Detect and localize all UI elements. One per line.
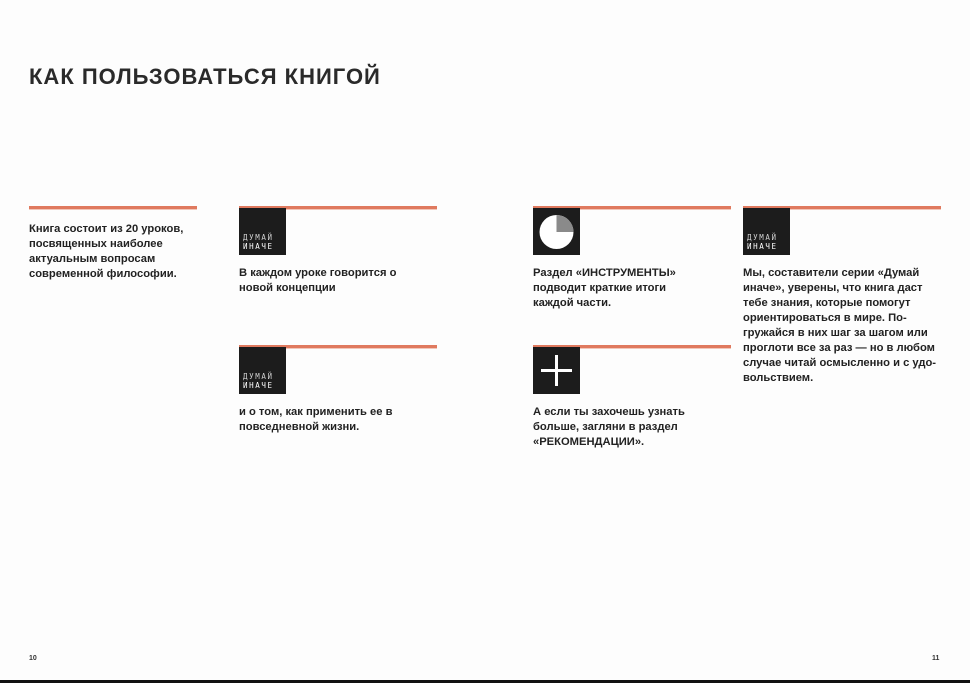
logo-line-1: ДУМАЙ	[747, 233, 778, 242]
logo-line-2: ИНАЧЕ	[243, 242, 274, 251]
recommendations-text: А если ты захочешь узнать больше, загляни в раздел «РЕКОМЕНДАЦИИ».	[533, 406, 685, 448]
page-number-right: 11	[932, 655, 940, 662]
dumay-inache-logo	[239, 347, 286, 394]
lesson-apply-text: и о том, как применить ее в повседневной жизни.	[239, 406, 393, 433]
pie-chart-icon	[533, 208, 580, 255]
authors-text: Мы, составители серии «Думай иначе», уверены, что книга даст тебе знания, которые помогут ориентироваться в мире. По-гружайся в них шаг за шагом или проглоти все за раз — но в любом случае читай осмысленно и с удо-вольствием.	[743, 267, 937, 384]
page-title: КАК ПОЛЬЗОВАТЬСЯ КНИГОЙ	[29, 64, 381, 89]
plus-icon-graphic	[533, 347, 580, 394]
dumay-inache-logo	[743, 208, 790, 255]
logo-line-2: ИНАЧЕ	[243, 381, 274, 390]
logo-line-2: ИНАЧЕ	[747, 242, 778, 251]
logo-line-1: ДУМАЙ	[243, 372, 274, 381]
accent-rule	[29, 206, 197, 209]
plus-icon	[533, 347, 580, 394]
tools-text: Раздел «ИНСТРУМЕНТЫ» подводит краткие итоги каждой части.	[533, 267, 676, 309]
page-number-left: 10	[29, 655, 37, 662]
pie-chart-icon-graphic	[533, 208, 580, 255]
dumay-inache-logo	[239, 208, 286, 255]
logo-line-1: ДУМАЙ	[243, 233, 274, 242]
lesson-concept-text: В каждом уроке говорится о новой концепции	[239, 267, 397, 294]
intro-text: Книга состоит из 20 уроков, посвященных наиболее актуальным вопросам современной философии.	[29, 223, 184, 280]
